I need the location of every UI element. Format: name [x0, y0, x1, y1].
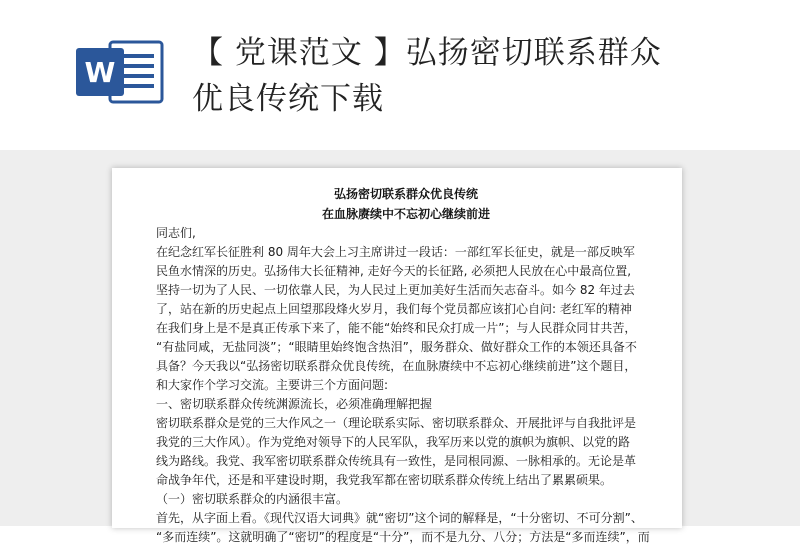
document-content: [156, 182, 656, 547]
document-subtitle: 在血脉赓续中不忘初心继续前进: [321, 207, 490, 221]
word-document-icon: [74, 38, 166, 106]
section-heading: 一、密切联系群众传统渊源流长，必须准确理解把握: [156, 397, 433, 411]
body-line: 首先，从字面上看。《现代汉语大词典》就“密切”这个词的解释是，“十分密切、不可分割”、: [156, 511, 643, 525]
body-line: 民鱼水情深的历史。弘扬伟大长征精神, 走好今天的长征路, 必须把人民放在心中最高位置,: [156, 264, 632, 278]
body-line: 在纪念红军长征胜利 80 周年大会上习主席讲过一段话：一部红军长征史，就是一部反映军: [156, 245, 635, 259]
body-line: 我党的三大作风）。作为党绝对领导下的人民军队，我军历来以党的旗帜为旗帜、以党的路: [156, 435, 631, 449]
page-title-line-2: 优良传统下载: [192, 81, 384, 117]
body-line: “多而连续”。这就明确了“密切”的程度是“十分”，而不是九分、八分；方法是“多而连续”，而: [156, 530, 650, 544]
page-title-line-1: 【 党课范文 】弘扬密切联系群众: [192, 35, 662, 71]
body-line: “有盐同咸，无盐同淡”；“眼睛里始终饱含热泪”，服务群众、做好群众工作的本领还具备不: [156, 340, 637, 354]
header-banner: [0, 0, 800, 170]
document-title: 弘扬密切联系群众优良传统: [333, 187, 478, 201]
body-line: 具备？今天我以“弘扬密切联系群众优良传统，在血脉赓续中不忘初心继续前进”这个题目，: [156, 359, 637, 373]
body-line: 命战争年代，还是和平建设时期，我党我军都在密切联系群众传统上结出了累累硕果。: [156, 473, 613, 487]
document-page: [112, 168, 682, 544]
body-line: 坚持一切为了人民、一切依靠人民，为人民过上更加美好生活而矢志奋斗。如今 82 年过去: [156, 283, 635, 297]
body-line: 和大家作个学习交流。主要讲三个方面问题:: [156, 378, 389, 392]
body-line: 密切联系群众是党的三大作风之一（理论联系实际、密切联系群众、开展批评与自我批评是: [156, 416, 637, 430]
body-line: 同志们,: [156, 226, 196, 240]
subsection-heading: （一）密切联系群众的内涵很丰富。: [156, 492, 349, 506]
body-line: 了，站在新的历史起点上回望那段烽火岁月，我们每个党员都应该扪心自问: 老红军的精神: [156, 302, 632, 316]
body-line: 线为路线。我党、我军密切联系群众传统具有一致性，是同根同源、一脉相承的。无论是革: [156, 454, 637, 468]
page-title: [192, 30, 752, 122]
word-icon-letter: W: [84, 56, 116, 89]
document-body: [156, 224, 656, 547]
body-line: 在我们身上是不是真正传承下来了，能不能“始终和民众打成一片”；与人民群众同甘共苦，: [156, 321, 637, 335]
